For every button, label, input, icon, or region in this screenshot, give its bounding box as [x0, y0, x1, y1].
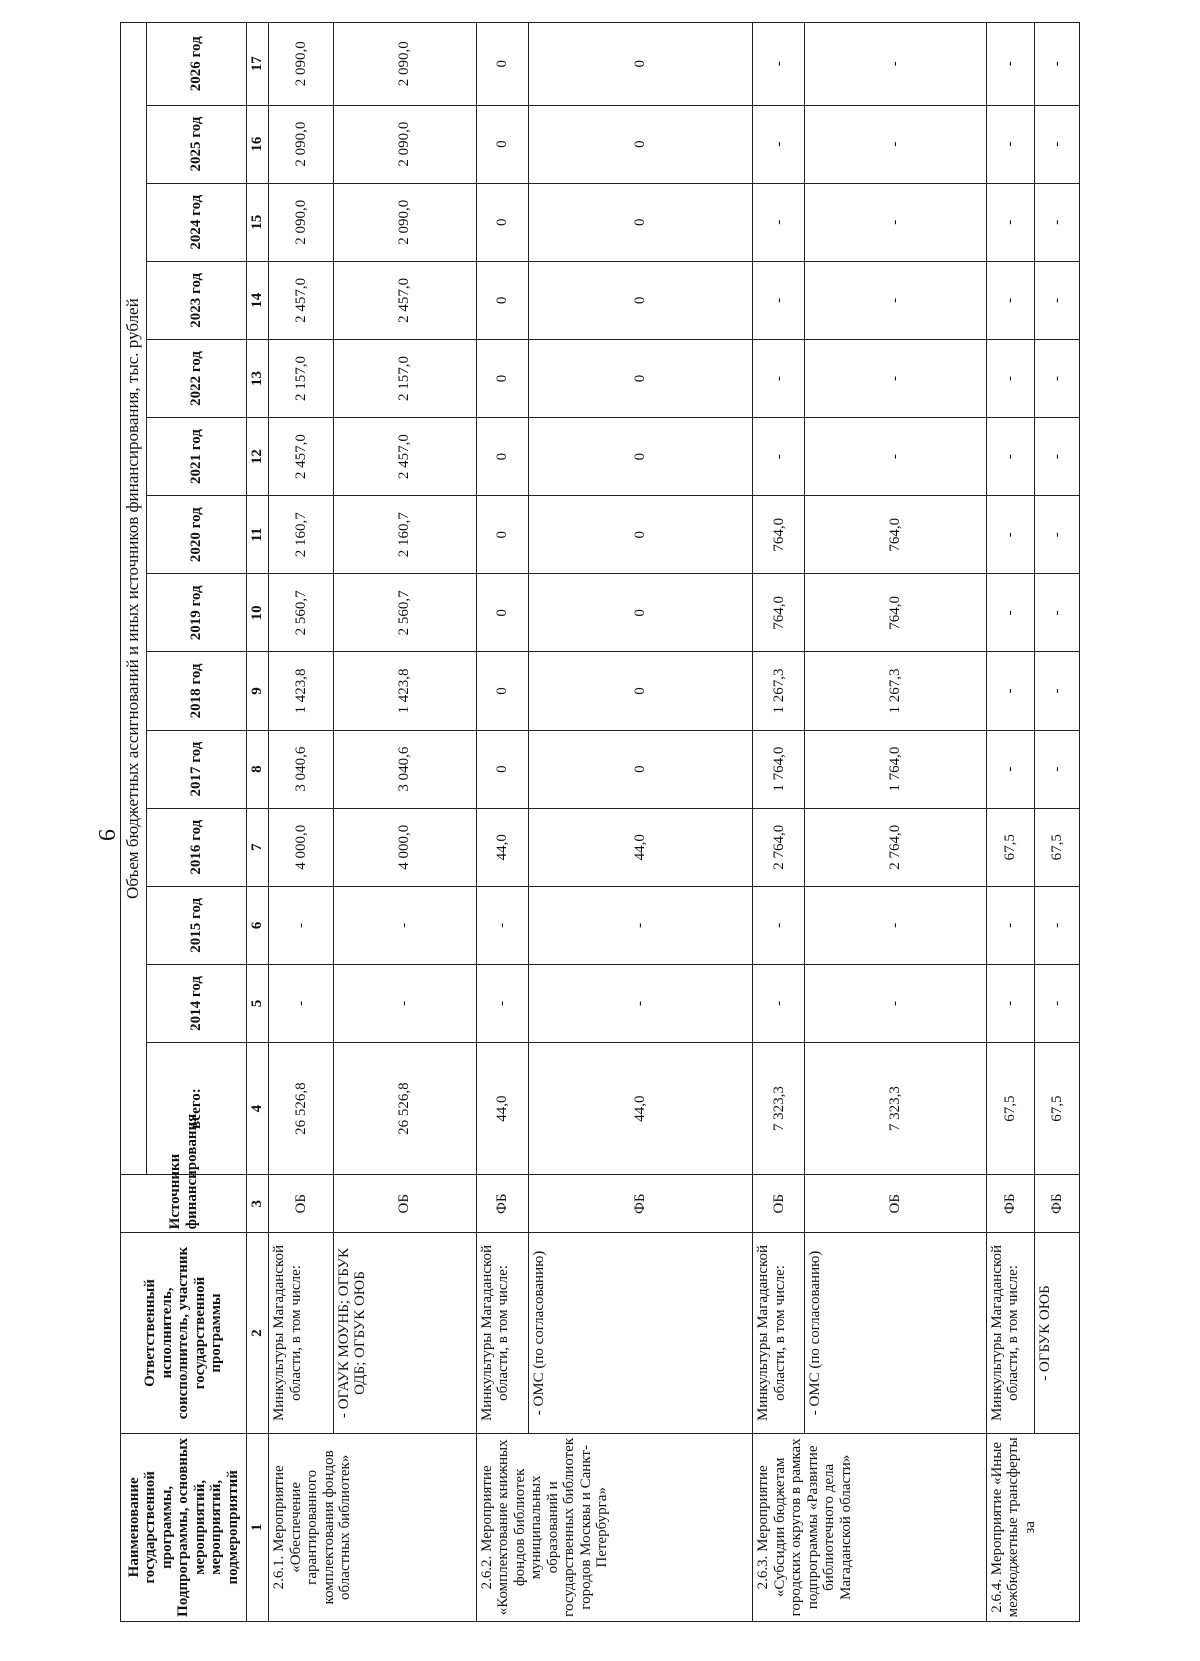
- table-row: [805, 23, 987, 1622]
- header-name: Наименование государственной программы, Подпрограммы, основных мероприятий, мероприятий, подмероприятий: [121, 1433, 247, 1621]
- header-volume-title: Объем бюджетных ассигнований и иных источников финансирования, тыс. рублей: [121, 23, 147, 1175]
- responsible-executor: Минкультуры Магаданской области, в том числе:: [753, 1233, 805, 1433]
- year-value: -: [1034, 730, 1079, 808]
- funding-source: ОБ: [333, 1175, 476, 1233]
- year-value: 2 457,0: [269, 418, 334, 496]
- year-value: 4 000,0: [269, 808, 334, 886]
- column-number: 12: [247, 418, 269, 496]
- year-value: 0: [476, 339, 528, 417]
- year-value: 2 160,7: [333, 496, 476, 574]
- year-value: 1 423,8: [269, 652, 334, 730]
- year-value: 44,0: [476, 808, 528, 886]
- year-value: 4 000,0: [333, 808, 476, 886]
- year-value: 0: [476, 730, 528, 808]
- year-value: 764,0: [805, 574, 987, 652]
- page-number: 9: [93, 829, 119, 841]
- year-value: 0: [528, 730, 753, 808]
- year-value: -: [986, 23, 1034, 106]
- header-year: 2023 год: [147, 261, 247, 339]
- responsible-executor: - ОГБУК ОЮБ: [1034, 1233, 1079, 1433]
- year-value: -: [269, 964, 334, 1042]
- year-value: -: [805, 261, 987, 339]
- year-value: 0: [528, 105, 753, 183]
- table-row: [528, 23, 753, 1622]
- year-value: -: [753, 23, 805, 106]
- column-number: 13: [247, 339, 269, 417]
- year-value: 764,0: [805, 496, 987, 574]
- year-value: 67,5: [986, 808, 1034, 886]
- year-value: -: [1034, 23, 1079, 106]
- year-value: 0: [528, 574, 753, 652]
- year-value: -: [1034, 886, 1079, 964]
- total-value: 26 526,8: [269, 1043, 334, 1175]
- financing-table: [120, 22, 1080, 1622]
- column-number: 7: [247, 808, 269, 886]
- year-value: 0: [476, 652, 528, 730]
- year-value: -: [1034, 105, 1079, 183]
- year-value: 2 457,0: [333, 261, 476, 339]
- header-year: 2026 год: [147, 23, 247, 106]
- table-row: [1034, 23, 1079, 1622]
- column-number: 8: [247, 730, 269, 808]
- year-value: -: [333, 886, 476, 964]
- table-row: [753, 23, 805, 1622]
- total-value: 67,5: [986, 1043, 1034, 1175]
- column-number: 11: [247, 496, 269, 574]
- year-value: 2 457,0: [333, 418, 476, 496]
- year-value: -: [986, 418, 1034, 496]
- column-number: 2: [247, 1233, 269, 1433]
- funding-source: ФБ: [476, 1175, 528, 1233]
- year-value: 2 090,0: [333, 23, 476, 106]
- year-value: 2 560,7: [269, 574, 334, 652]
- year-value: -: [805, 418, 987, 496]
- year-value: 0: [528, 339, 753, 417]
- year-value: -: [805, 105, 987, 183]
- year-value: 2 090,0: [269, 105, 334, 183]
- responsible-executor: - ОГАУК МОУНБ; ОГБУК ОДБ; ОГБУК ОЮБ: [333, 1233, 476, 1433]
- year-value: -: [753, 964, 805, 1042]
- table-row: [476, 23, 528, 1622]
- column-number: 3: [247, 1175, 269, 1233]
- header-year: 2022 год: [147, 339, 247, 417]
- year-value: 1 764,0: [753, 730, 805, 808]
- year-value: 2 560,7: [333, 574, 476, 652]
- header-responsible: Ответственный исполнитель, соисполнитель, участник государственной программы: [121, 1233, 247, 1433]
- funding-source: ФБ: [986, 1175, 1034, 1233]
- column-number: 9: [247, 652, 269, 730]
- total-value: 7 323,3: [805, 1043, 987, 1175]
- year-value: -: [1034, 496, 1079, 574]
- column-number: 1: [247, 1433, 269, 1621]
- year-value: -: [333, 964, 476, 1042]
- year-value: 67,5: [1034, 808, 1079, 886]
- year-value: -: [986, 730, 1034, 808]
- year-value: 1 764,0: [805, 730, 987, 808]
- column-number: 15: [247, 183, 269, 261]
- year-value: 3 040,6: [269, 730, 334, 808]
- table-row: [986, 23, 1034, 1622]
- year-value: -: [753, 105, 805, 183]
- year-value: 3 040,6: [333, 730, 476, 808]
- column-number: 14: [247, 261, 269, 339]
- header-year: 2014 год: [147, 964, 247, 1042]
- year-value: -: [986, 261, 1034, 339]
- year-value: 2 157,0: [333, 339, 476, 417]
- year-value: -: [986, 964, 1034, 1042]
- header-year: 2015 год: [147, 886, 247, 964]
- year-value: -: [805, 339, 987, 417]
- year-value: 0: [528, 652, 753, 730]
- year-value: -: [1034, 261, 1079, 339]
- year-value: 0: [476, 418, 528, 496]
- year-value: -: [753, 418, 805, 496]
- year-value: 0: [528, 496, 753, 574]
- column-number: 17: [247, 23, 269, 106]
- year-value: -: [753, 339, 805, 417]
- year-value: 1 267,3: [753, 652, 805, 730]
- year-value: 0: [528, 23, 753, 106]
- year-value: -: [986, 496, 1034, 574]
- year-value: -: [476, 886, 528, 964]
- year-value: 0: [476, 496, 528, 574]
- year-value: -: [986, 652, 1034, 730]
- responsible-executor: Минкультуры Магаданской области, в том числе:: [476, 1233, 528, 1433]
- year-value: 2 090,0: [269, 183, 334, 261]
- responsible-executor: Минкультуры Магаданской области, в том числе:: [986, 1233, 1034, 1433]
- year-value: -: [1034, 652, 1079, 730]
- year-value: -: [805, 183, 987, 261]
- year-value: -: [1034, 418, 1079, 496]
- year-value: 0: [476, 261, 528, 339]
- year-value: -: [1034, 964, 1079, 1042]
- activity-name: 2.6.3. Мероприятие «Субсидии бюджетам городских округов в рамках подпрограммы «Развитие библиотечного дела Магаданской области»: [753, 1433, 987, 1621]
- header-sources: Источники финансирования: [121, 1175, 247, 1233]
- responsible-executor: - ОМС (по согласованию): [805, 1233, 987, 1433]
- year-value: 2 157,0: [269, 339, 334, 417]
- header-year: 2018 год: [147, 652, 247, 730]
- header-year: 2021 год: [147, 418, 247, 496]
- year-value: -: [1034, 574, 1079, 652]
- total-value: 7 323,3: [753, 1043, 805, 1175]
- year-value: 2 090,0: [269, 23, 334, 106]
- year-value: 0: [528, 183, 753, 261]
- year-value: 0: [528, 261, 753, 339]
- column-number: 4: [247, 1043, 269, 1175]
- year-value: 2 764,0: [805, 808, 987, 886]
- activity-name: 2.6.4. Мероприятие «Иные межбюджетные трансферты за: [986, 1433, 1079, 1621]
- year-value: -: [269, 886, 334, 964]
- year-value: 1 267,3: [805, 652, 987, 730]
- year-value: -: [805, 886, 987, 964]
- year-value: -: [476, 964, 528, 1042]
- total-value: 26 526,8: [333, 1043, 476, 1175]
- funding-source: ФБ: [1034, 1175, 1079, 1233]
- column-number: 16: [247, 105, 269, 183]
- year-value: -: [753, 261, 805, 339]
- year-value: 1 423,8: [333, 652, 476, 730]
- year-value: 0: [476, 183, 528, 261]
- total-value: 67,5: [1034, 1043, 1079, 1175]
- year-value: -: [805, 23, 987, 106]
- year-value: 2 160,7: [269, 496, 334, 574]
- year-value: 0: [476, 574, 528, 652]
- year-value: 0: [476, 23, 528, 106]
- year-value: -: [986, 886, 1034, 964]
- year-value: -: [1034, 339, 1079, 417]
- year-value: -: [1034, 183, 1079, 261]
- year-value: 764,0: [753, 496, 805, 574]
- responsible-executor: - ОМС (по согласованию): [528, 1233, 753, 1433]
- year-value: 2 457,0: [269, 261, 334, 339]
- header-year: 2025 год: [147, 105, 247, 183]
- year-value: 2 090,0: [333, 105, 476, 183]
- year-value: -: [986, 105, 1034, 183]
- table-row: [333, 23, 476, 1622]
- funding-source: ФБ: [528, 1175, 753, 1233]
- year-value: -: [986, 183, 1034, 261]
- year-value: -: [528, 964, 753, 1042]
- responsible-executor: Минкультуры Магаданской области, в том числе:: [269, 1233, 334, 1433]
- year-value: -: [986, 339, 1034, 417]
- column-number: 10: [247, 574, 269, 652]
- total-value: 44,0: [476, 1043, 528, 1175]
- header-year: 2024 год: [147, 183, 247, 261]
- rotated-table-container: [120, 22, 1080, 1622]
- year-value: 2 764,0: [753, 808, 805, 886]
- funding-source: ОБ: [753, 1175, 805, 1233]
- header-year: 2019 год: [147, 574, 247, 652]
- year-value: 2 090,0: [333, 183, 476, 261]
- header-year: 2020 год: [147, 496, 247, 574]
- total-value: 44,0: [528, 1043, 753, 1175]
- funding-source: ОБ: [269, 1175, 334, 1233]
- year-value: -: [805, 964, 987, 1042]
- activity-name: 2.6.1. Мероприятие «Обеспечение гарантированного комплектования фондов областных библиотек»: [269, 1433, 477, 1621]
- year-value: 764,0: [753, 574, 805, 652]
- year-value: -: [528, 886, 753, 964]
- year-value: -: [986, 574, 1034, 652]
- year-value: 0: [476, 105, 528, 183]
- year-value: -: [753, 183, 805, 261]
- year-value: -: [753, 886, 805, 964]
- year-value: 44,0: [528, 808, 753, 886]
- year-value: 0: [528, 418, 753, 496]
- activity-name: 2.6.2. Мероприятие «Комплектование книжных фондов библиотек муниципальных образований и государственных библиотек городов Москвы и Санкт-Петербурга»: [476, 1433, 753, 1621]
- column-number: 5: [247, 964, 269, 1042]
- funding-source: ОБ: [805, 1175, 987, 1233]
- column-number: 6: [247, 886, 269, 964]
- header-year: 2016 год: [147, 808, 247, 886]
- header-total: всего:: [147, 1043, 247, 1175]
- header-year: 2017 год: [147, 730, 247, 808]
- table-row: [269, 23, 334, 1622]
